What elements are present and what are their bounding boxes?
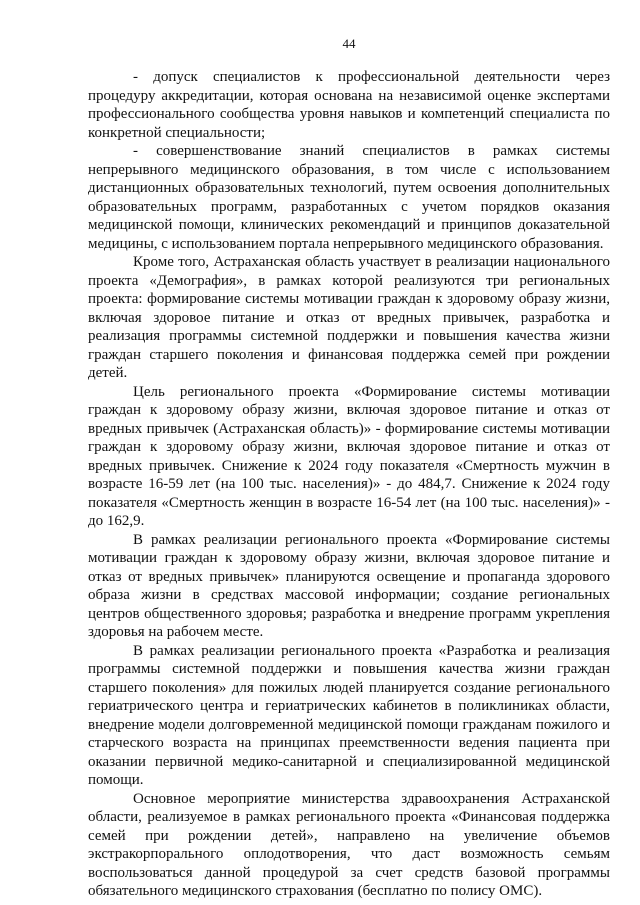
paragraph-demography-project: Кроме того, Астраханская область участвует в реализации национального проекта «Демография», в рамках которой реализуются три региональных проекта: формирование системы мотивации граждан к здоровому образу жизни, включая здоровое питание и отказ от вредных привычек, разработка и реализация программы системной поддержки и повышения качества жизни граждан старшего поколения и финансовая поддержка семей при рождении детей. (88, 254, 610, 381)
paragraph-continuing-education: - совершенствование знаний специалистов в рамках системы непрерывного медицинского образования, в том числе с использованием дистанционных образовательных технологий, путем освоения дополнительных образовательных программ, разработанных с учетом порядков оказания медицинской помощи, клинических рекомендаций и принципов доказательной медицины, с использованием портала непрерывного медицинского образования. (88, 143, 610, 252)
paragraph-healthy-lifestyle-measures: В рамках реализации регионального проекта «Формирование системы мотивации граждан к здоровому образу жизни, включая здоровое питание и отказ от вредных привычек» планируются освещение и пропаганда здорового образа жизни в средствах массовой информации; создание региональных центров общественного здоровья; разработка и внедрение программ укрепления здоровья на рабочем месте. (88, 531, 610, 640)
paragraph-elderly-support: В рамках реализации регионального проекта «Разработка и реализация программы системной поддержки и повышения качества жизни граждан старшего поколения» для пожилых людей планируется создание регионального гериатрического центра и гериатрических кабинетов в поликлиниках области, внедрение модели долговременной медицинской помощи гражданам пожилого и старческого возраста на принципах преемственности ведения пациента при оказании первичной медико-санитарной и специализированной медицинской помощи. (88, 642, 610, 788)
paragraph-family-support: Основное мероприятие министерства здравоохранения Астраханской области, реализуемое в рамках регионального проекта «Финансовая поддержка семей при рождении детей», направлено на увеличение объемов экстракорпорального оплодотворения, что даст возможность семьям воспользоваться данной процедурой за счет средств базовой программы обязательного медицинского страхования (бесплатно по полису ОМС). (88, 790, 610, 899)
page-number: 44 (342, 36, 356, 51)
document-page (88, 36, 610, 901)
paragraph-healthy-lifestyle-goal: Цель регионального проекта «Формирование системы мотивации граждан к здоровому образу жизни, включая здоровое питание и отказ от вредных привычек (Астраханская область)» - формирование системы мотивации граждан к здоровому образу жизни, включая здоровое питание и отказ от вредных привычек. Снижение к 2024 году показателя «Смертность мужчин в возрасте 16-59 лет (на 100 тыс. населения)» - до 484,7. Снижение к 2024 году показателя «Смертность женщин в возрасте 16-54 лет (на 100 тыс. населения)» - до 162,9. (88, 383, 610, 529)
paragraph-accreditation: - допуск специалистов к профессиональной деятельности через процедуру аккредитации, которая основана на независимой оценке экспертами профессионального сообщества уровня навыков и компетенций специалиста по конкретной специальности; (88, 69, 610, 141)
